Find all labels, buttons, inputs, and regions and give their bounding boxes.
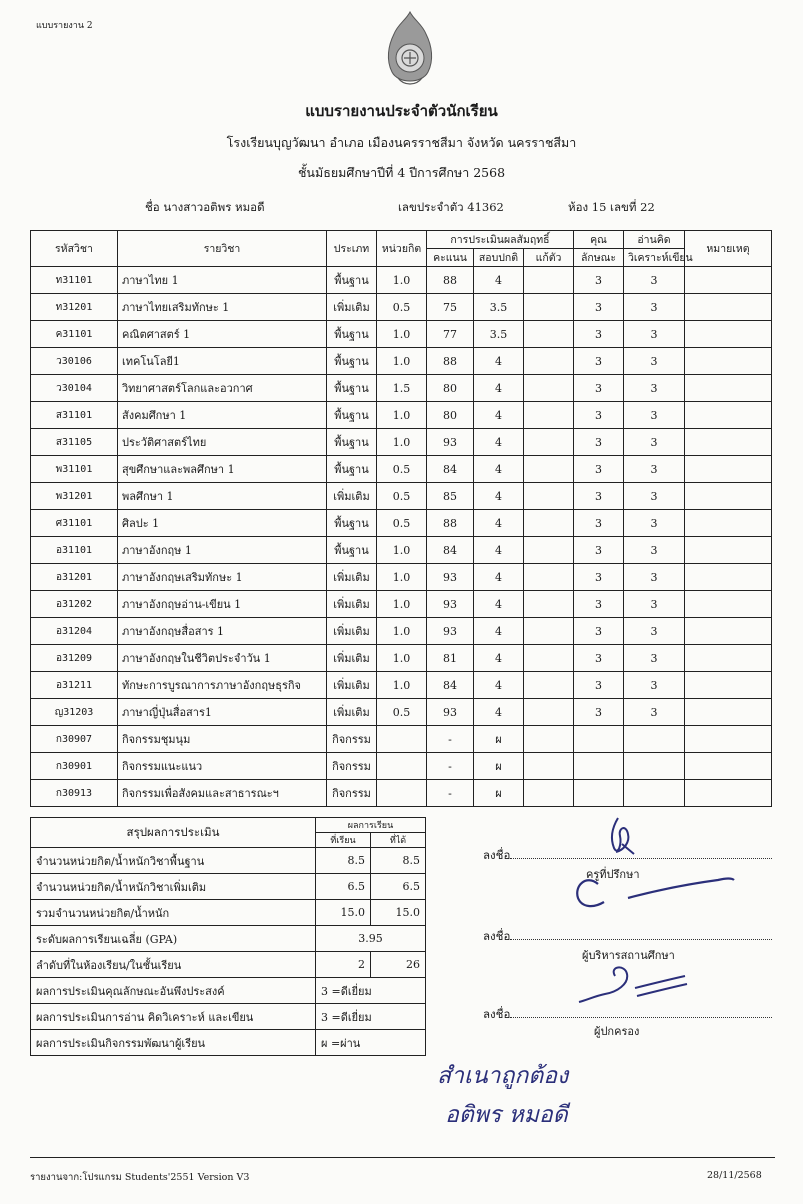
subject-type: กิจกรรม — [327, 753, 377, 780]
grade: 4 — [474, 348, 524, 375]
reading-grade: 3 — [624, 456, 685, 483]
score: 75 — [427, 294, 474, 321]
header-characteristic-2: ลักษณะ — [574, 249, 624, 267]
subject-name: ภาษาอังกฤษอ่าน-เขียน 1 — [118, 591, 327, 618]
remark — [685, 537, 772, 564]
score: 93 — [427, 699, 474, 726]
table-row — [31, 402, 772, 429]
retest — [524, 348, 574, 375]
summary-got: 6.5 — [371, 874, 426, 900]
grade: 4 — [474, 267, 524, 294]
summary-got: 8.5 — [371, 848, 426, 874]
retest — [524, 645, 574, 672]
score: 93 — [427, 429, 474, 456]
retest — [524, 699, 574, 726]
header-retest: แก้ตัว — [524, 249, 574, 267]
characteristic-grade: 3 — [574, 267, 624, 294]
sign-label: ลงชื่อ — [483, 848, 511, 862]
score: 84 — [427, 672, 474, 699]
score: 84 — [427, 456, 474, 483]
grade: 4 — [474, 645, 524, 672]
summary-study: 8.5 — [316, 848, 371, 874]
score: 84 — [427, 537, 474, 564]
credit: 1.0 — [377, 618, 427, 645]
grade: 4 — [474, 510, 524, 537]
retest — [524, 267, 574, 294]
student-id: เลขประจำตัว 41362 — [398, 200, 504, 214]
score: 85 — [427, 483, 474, 510]
subject-code: อ31204 — [31, 618, 118, 645]
table-row — [31, 672, 772, 699]
reading-grade: 3 — [624, 564, 685, 591]
characteristic-grade: 3 — [574, 645, 624, 672]
summary-label: รวมจำนวนหน่วยกิต/น้ำหนัก — [31, 900, 316, 926]
summary-col-got: ที่ได้ — [371, 833, 426, 848]
table-row — [31, 753, 772, 780]
characteristic-grade: 3 — [574, 429, 624, 456]
reading-grade: 3 — [624, 375, 685, 402]
table-row — [31, 321, 772, 348]
characteristic-grade: 3 — [574, 321, 624, 348]
grades-table — [30, 230, 772, 807]
subject-type: เพิ่มเติม — [327, 618, 377, 645]
subject-code: พ31101 — [31, 456, 118, 483]
subject-type: พื้นฐาน — [327, 510, 377, 537]
score: 93 — [427, 591, 474, 618]
subject-code: พ31201 — [31, 483, 118, 510]
table-row — [31, 537, 772, 564]
subject-type: พื้นฐาน — [327, 456, 377, 483]
remark — [685, 645, 772, 672]
subject-code: อ31101 — [31, 537, 118, 564]
subject-code: ญ31203 — [31, 699, 118, 726]
subject-name: กิจกรรมแนะแนว — [118, 753, 327, 780]
remark — [685, 267, 772, 294]
score: 80 — [427, 402, 474, 429]
score: 77 — [427, 321, 474, 348]
retest — [524, 402, 574, 429]
header-type: ประเภท — [327, 231, 377, 267]
remark — [685, 375, 772, 402]
credit — [377, 780, 427, 807]
credit: 1.0 — [377, 267, 427, 294]
subject-code: ส31105 — [31, 429, 118, 456]
characteristic-grade: 3 — [574, 537, 624, 564]
reading-grade: 3 — [624, 402, 685, 429]
subject-code: ส31101 — [31, 402, 118, 429]
header-assessment: การประเมินผลสัมฤทธิ์ — [427, 231, 574, 249]
student-name: ชื่อ นางสาวอติพร หมอดี — [145, 200, 265, 214]
eval-value: ผ =ผ่าน — [316, 1030, 426, 1056]
summary-study: 15.0 — [316, 900, 371, 926]
remark — [685, 294, 772, 321]
characteristic-grade — [574, 780, 624, 807]
score: - — [427, 753, 474, 780]
reading-grade: 3 — [624, 672, 685, 699]
subject-code: ก30901 — [31, 753, 118, 780]
subject-code: อ31201 — [31, 564, 118, 591]
retest — [524, 456, 574, 483]
header-grade: สอบปกติ — [474, 249, 524, 267]
table-row — [31, 618, 772, 645]
characteristic-grade: 3 — [574, 348, 624, 375]
reading-grade — [624, 726, 685, 753]
table-row — [31, 780, 772, 807]
score: 80 — [427, 375, 474, 402]
handwritten-certified-copy: สำเนาถูกต้อง — [437, 1063, 569, 1089]
subject-type: พื้นฐาน — [327, 537, 377, 564]
grade: 4 — [474, 564, 524, 591]
retest — [524, 780, 574, 807]
report-title: แบบรายงานประจำตัวนักเรียน — [305, 102, 498, 120]
subject-type: เพิ่มเติม — [327, 564, 377, 591]
header-credit: หน่วยกิต — [377, 231, 427, 267]
credit: 1.0 — [377, 645, 427, 672]
credit: 1.0 — [377, 402, 427, 429]
grade: 4 — [474, 402, 524, 429]
summary-label: จำนวนหน่วยกิต/น้ำหนักวิชาเพิ่มเติม — [31, 874, 316, 900]
eval-label: ผลการประเมินคุณลักษณะอันพึงประสงค์ — [31, 978, 316, 1004]
subject-code: ท31101 — [31, 267, 118, 294]
credit: 1.0 — [377, 429, 427, 456]
subject-type: เพิ่มเติม — [327, 294, 377, 321]
reading-grade: 3 — [624, 348, 685, 375]
subject-code: อ31202 — [31, 591, 118, 618]
table-row — [31, 726, 772, 753]
grade: ผ — [474, 753, 524, 780]
remark — [685, 591, 772, 618]
subject-type: เพิ่มเติม — [327, 483, 377, 510]
parent-role: ผู้ปกครอง — [594, 1025, 640, 1038]
subject-code: ศ31101 — [31, 510, 118, 537]
subject-name: วิทยาศาสตร์โลกและอวกาศ — [118, 375, 327, 402]
advisor-sign-line — [483, 847, 772, 865]
retest — [524, 429, 574, 456]
eval-value: 3 =ดีเยี่ยม — [316, 1004, 426, 1030]
credit: 0.5 — [377, 456, 427, 483]
summary-result-header: ผลการเรียน — [316, 818, 426, 833]
gpa-label: ระดับผลการเรียนเฉลี่ย (GPA) — [31, 926, 316, 952]
director-role: ผู้บริหารสถานศึกษา — [582, 949, 675, 962]
score: 93 — [427, 618, 474, 645]
subject-code: ก30913 — [31, 780, 118, 807]
remark — [685, 672, 772, 699]
subject-code: ก30907 — [31, 726, 118, 753]
characteristic-grade: 3 — [574, 564, 624, 591]
remark — [685, 402, 772, 429]
credit: 1.0 — [377, 591, 427, 618]
subject-name: สังคมศึกษา 1 — [118, 402, 327, 429]
table-row — [31, 564, 772, 591]
remark — [685, 753, 772, 780]
grade: 4 — [474, 618, 524, 645]
rank-room: 2 — [316, 952, 371, 978]
credit: 1.0 — [377, 321, 427, 348]
remark — [685, 348, 772, 375]
remark — [685, 618, 772, 645]
retest — [524, 321, 574, 348]
credit — [377, 726, 427, 753]
subject-name: ภาษาอังกฤษในชีวิตประจำวัน 1 — [118, 645, 327, 672]
subject-name: ทักษะการบูรณาการภาษาอังกฤษธุรกิจ — [118, 672, 327, 699]
advisor-role: ครูที่ปรึกษา — [586, 868, 640, 881]
credit: 1.0 — [377, 348, 427, 375]
retest — [524, 672, 574, 699]
reading-grade: 3 — [624, 267, 685, 294]
retest — [524, 483, 574, 510]
credit: 1.0 — [377, 672, 427, 699]
characteristic-grade: 3 — [574, 402, 624, 429]
grade: 4 — [474, 699, 524, 726]
subject-code: ว30104 — [31, 375, 118, 402]
credit: 0.5 — [377, 294, 427, 321]
subject-code: ท31201 — [31, 294, 118, 321]
summary-title: สรุปผลการประเมิน — [31, 818, 316, 848]
signature-dotted-line — [510, 1008, 772, 1018]
credit: 0.5 — [377, 510, 427, 537]
subject-type: พื้นฐาน — [327, 402, 377, 429]
reading-grade: 3 — [624, 618, 685, 645]
reading-grade: 3 — [624, 699, 685, 726]
footer-date: 28/11/2568 — [707, 1170, 762, 1181]
summary-label: จำนวนหน่วยกิต/น้ำหนักวิชาพื้นฐาน — [31, 848, 316, 874]
table-row — [31, 699, 772, 726]
grade: ผ — [474, 780, 524, 807]
table-row — [31, 267, 772, 294]
header-code: รหัสวิชา — [31, 231, 118, 267]
score: - — [427, 726, 474, 753]
score: 81 — [427, 645, 474, 672]
characteristic-grade: 3 — [574, 456, 624, 483]
signature-dotted-line — [510, 849, 772, 859]
characteristic-grade: 3 — [574, 618, 624, 645]
eval-label: ผลการประเมินการอ่าน คิดวิเคราะห์ และเขียน — [31, 1004, 316, 1030]
grade: 4 — [474, 429, 524, 456]
summary-study: 6.5 — [316, 874, 371, 900]
summary-table — [30, 817, 426, 1056]
retest — [524, 753, 574, 780]
subject-name: ภาษาญี่ปุ่นสื่อสาร1 — [118, 699, 327, 726]
subject-code: ว30106 — [31, 348, 118, 375]
retest — [524, 618, 574, 645]
grade: 3.5 — [474, 294, 524, 321]
reading-grade: 3 — [624, 645, 685, 672]
score: 88 — [427, 348, 474, 375]
grade: 4 — [474, 456, 524, 483]
retest — [524, 537, 574, 564]
form-code: แบบรายงาน 2 — [36, 21, 93, 31]
retest — [524, 564, 574, 591]
reading-grade: 3 — [624, 429, 685, 456]
reading-grade — [624, 753, 685, 780]
score: - — [427, 780, 474, 807]
credit: 1.0 — [377, 564, 427, 591]
handwritten-student-name: อติพร หมอดี — [445, 1102, 568, 1128]
subject-name: ภาษาไทยเสริมทักษะ 1 — [118, 294, 327, 321]
table-row — [31, 456, 772, 483]
subject-name: พลศึกษา 1 — [118, 483, 327, 510]
parent-signature-icon — [575, 962, 695, 1012]
subject-type: พื้นฐาน — [327, 348, 377, 375]
remark — [685, 780, 772, 807]
remark — [685, 564, 772, 591]
grade: ผ — [474, 726, 524, 753]
characteristic-grade — [574, 726, 624, 753]
school-seal-icon — [384, 10, 436, 90]
subject-name: กิจกรรมเพื่อสังคมและสาธารณะฯ — [118, 780, 327, 807]
grade: 3.5 — [474, 321, 524, 348]
director-signature-icon — [568, 868, 738, 918]
retest — [524, 510, 574, 537]
reading-grade: 3 — [624, 321, 685, 348]
subject-code: ค31101 — [31, 321, 118, 348]
subject-type: พื้นฐาน — [327, 267, 377, 294]
reading-grade: 3 — [624, 510, 685, 537]
grade: 4 — [474, 375, 524, 402]
student-room: ห้อง 15 เลขที่ 22 — [568, 200, 655, 214]
reading-grade: 3 — [624, 537, 685, 564]
score: 88 — [427, 267, 474, 294]
header-reading-2: วิเคราะห์เขียน — [624, 249, 685, 267]
characteristic-grade: 3 — [574, 510, 624, 537]
subject-name: ประวัติศาสตร์ไทย — [118, 429, 327, 456]
subject-name: สุขศึกษาและพลศึกษา 1 — [118, 456, 327, 483]
subject-type: เพิ่มเติม — [327, 591, 377, 618]
subject-code: อ31209 — [31, 645, 118, 672]
credit: 0.5 — [377, 699, 427, 726]
level-line: ชั้นมัธยมศึกษาปีที่ 4 ปีการศึกษา 2568 — [297, 165, 506, 180]
subject-name: เทคโนโลยี1 — [118, 348, 327, 375]
table-row — [31, 429, 772, 456]
grade: 4 — [474, 537, 524, 564]
eval-value: 3 =ดีเยี่ยม — [316, 978, 426, 1004]
reading-grade: 3 — [624, 483, 685, 510]
subject-name: ภาษาไทย 1 — [118, 267, 327, 294]
remark — [685, 483, 772, 510]
reading-grade: 3 — [624, 591, 685, 618]
remark — [685, 456, 772, 483]
remark — [685, 429, 772, 456]
retest — [524, 294, 574, 321]
retest — [524, 726, 574, 753]
header-reading-1: อ่านคิด — [624, 231, 685, 249]
grade: 4 — [474, 591, 524, 618]
footer-divider — [30, 1157, 775, 1158]
credit: 1.5 — [377, 375, 427, 402]
school-line: โรงเรียนบุญวัฒนา อำเภอ เมืองนครราชสีมา จังหวัด นครราชสีมา — [226, 135, 577, 150]
header-subject: รายวิชา — [118, 231, 327, 267]
subject-type: กิจกรรม — [327, 780, 377, 807]
credit — [377, 753, 427, 780]
remark — [685, 321, 772, 348]
score: 88 — [427, 510, 474, 537]
table-row — [31, 348, 772, 375]
subject-name: ภาษาอังกฤษเสริมทักษะ 1 — [118, 564, 327, 591]
characteristic-grade: 3 — [574, 483, 624, 510]
subject-type: พื้นฐาน — [327, 375, 377, 402]
rank-class: 26 — [371, 952, 426, 978]
characteristic-grade: 3 — [574, 591, 624, 618]
subject-type: กิจกรรม — [327, 726, 377, 753]
characteristic-grade: 3 — [574, 672, 624, 699]
reading-grade: 3 — [624, 294, 685, 321]
director-sign-line — [483, 928, 772, 946]
remark — [685, 510, 772, 537]
subject-name: ศิลปะ 1 — [118, 510, 327, 537]
grade: 4 — [474, 672, 524, 699]
characteristic-grade: 3 — [574, 375, 624, 402]
retest — [524, 375, 574, 402]
summary-col-study: ที่เรียน — [316, 833, 371, 848]
signature-dotted-line — [510, 930, 772, 940]
footer-source: รายงานจาก:โปรแกรม Students'2551 Version V3 — [30, 1172, 250, 1183]
subject-name: กิจกรรมชุมนุม — [118, 726, 327, 753]
table-row — [31, 510, 772, 537]
header-remark: หมายเหตุ — [685, 231, 772, 267]
subject-type: เพิ่มเติม — [327, 645, 377, 672]
eval-label: ผลการประเมินกิจกรรมพัฒนาผู้เรียน — [31, 1030, 316, 1056]
characteristic-grade — [574, 753, 624, 780]
sign-label: ลงชื่อ — [483, 1007, 511, 1021]
credit: 1.0 — [377, 537, 427, 564]
subject-type: พื้นฐาน — [327, 429, 377, 456]
header-characteristic-1: คุณ — [574, 231, 624, 249]
subject-type: เพิ่มเติม — [327, 672, 377, 699]
grade: 4 — [474, 483, 524, 510]
remark — [685, 726, 772, 753]
reading-grade — [624, 780, 685, 807]
characteristic-grade: 3 — [574, 699, 624, 726]
subject-name: ภาษาอังกฤษสื่อสาร 1 — [118, 618, 327, 645]
characteristic-grade: 3 — [574, 294, 624, 321]
table-row — [31, 294, 772, 321]
subject-type: เพิ่มเติม — [327, 699, 377, 726]
gpa-value: 3.95 — [316, 926, 426, 952]
sign-label: ลงชื่อ — [483, 929, 511, 943]
credit: 0.5 — [377, 483, 427, 510]
subject-name: คณิตศาสตร์ 1 — [118, 321, 327, 348]
score: 93 — [427, 564, 474, 591]
header-score: คะแนน — [427, 249, 474, 267]
table-row — [31, 483, 772, 510]
rank-label: ลำดับที่ในห้องเรียน/ในชั้นเรียน — [31, 952, 316, 978]
remark — [685, 699, 772, 726]
summary-got: 15.0 — [371, 900, 426, 926]
subject-type: พื้นฐาน — [327, 321, 377, 348]
subject-name: ภาษาอังกฤษ 1 — [118, 537, 327, 564]
table-row — [31, 591, 772, 618]
table-row — [31, 645, 772, 672]
table-row — [31, 375, 772, 402]
retest — [524, 591, 574, 618]
subject-code: อ31211 — [31, 672, 118, 699]
